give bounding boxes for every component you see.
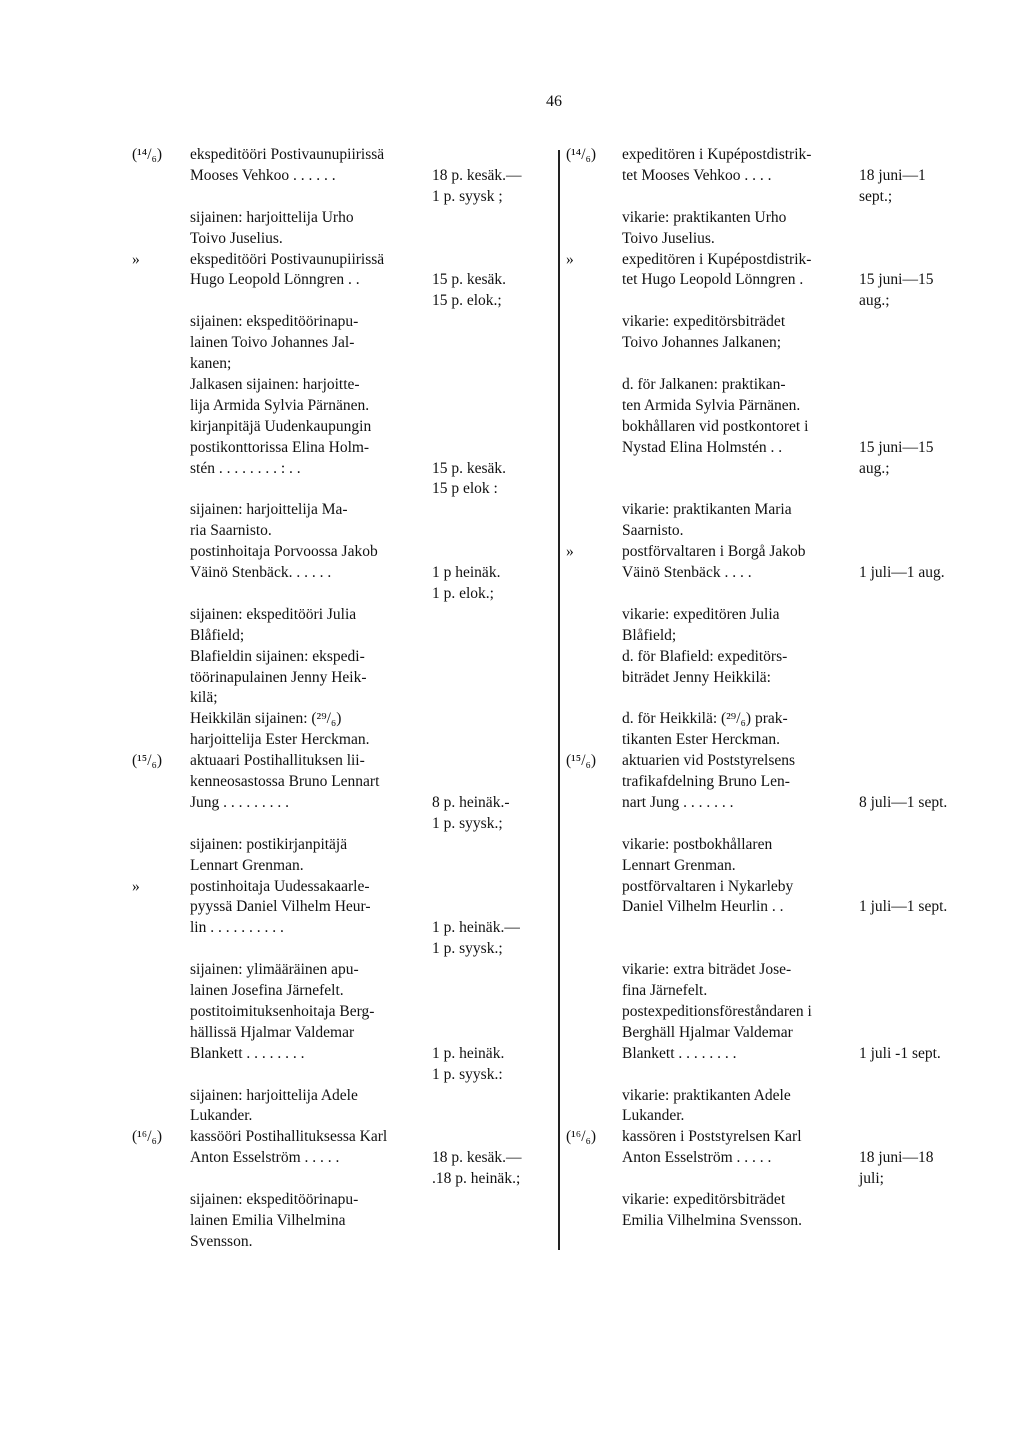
- entry-text: lainen Emilia Vilhelmina: [190, 1211, 346, 1229]
- entry-date: 15 juni—15: [859, 271, 934, 289]
- entry-text: fina Järnefelt.: [622, 982, 708, 999]
- entry-text: postförvaltaren i Borgå Jakob: [622, 543, 806, 561]
- entry-text: hällissä Hjalmar Valdemar: [190, 1023, 355, 1041]
- page-number: 46: [546, 93, 562, 110]
- entry-text: kassööri Postihallituksessa Karl: [190, 1128, 388, 1146]
- entry-text: postitoimituksenhoitaja Berg-: [190, 1002, 375, 1020]
- entry-date: 18 juni—1: [859, 166, 926, 184]
- entry-text: Väinö Stenbäck . . . .: [622, 564, 752, 581]
- entry-date: 1 p. elok.;: [432, 584, 494, 602]
- entry-text: Saarnisto.: [622, 522, 684, 540]
- entry-text: aktuaari Postihallituksen lii-: [190, 752, 365, 770]
- entry-text: expeditören i Kupépostdistrik-: [622, 250, 812, 268]
- entry-text: Blåfield;: [190, 626, 245, 644]
- entry-text: Toivo Johannes Jalkanen;: [622, 334, 782, 352]
- entry-text: sijainen: ekspeditöörinapu-: [190, 313, 359, 331]
- entry-text: Jalkasen sijainen: harjoitte-: [190, 375, 360, 393]
- entry-mark: »: [566, 543, 574, 561]
- entry-text: aktuarien vid Poststyrelsens: [622, 752, 796, 770]
- entry-date: 1 p heinäk.: [432, 564, 501, 581]
- entry-text: vikarie: extra biträdet Jose-: [622, 961, 792, 979]
- entry-text: Anton Esselström . . . . .: [190, 1149, 340, 1167]
- entry-date: 15 p. kesäk.: [432, 459, 507, 477]
- entry-text: vikarie: expeditörsbiträdet: [622, 1191, 786, 1208]
- entry-text: lin . . . . . . . . . .: [190, 919, 284, 937]
- entry-text: sijainen: ylimääräinen apu-: [190, 961, 359, 979]
- entry-mark: (¹⁴/₆): [132, 146, 163, 163]
- entry-text: Blåfield;: [622, 626, 677, 644]
- entry-date: 1 p. heinäk.—: [432, 919, 520, 937]
- entry-text: postikonttorissa Elina Holm-: [190, 438, 370, 456]
- entry-text: lija Armida Sylvia Pärnänen.: [190, 396, 370, 414]
- entry-text: ekspeditööri Postivaunupiirissä: [190, 250, 385, 268]
- entry-date: aug.;: [859, 459, 890, 477]
- entry-date: 1 p. syysk.;: [432, 814, 503, 832]
- entry-date: 1 p. heinäk.: [432, 1044, 505, 1062]
- entry-text: kirjanpitäjä Uudenkaupungin: [190, 417, 372, 435]
- entry-mark: (¹⁵/₆): [566, 752, 597, 770]
- entry-text: stén . . . . . . . . : . .: [190, 459, 301, 477]
- entry-date: 15 p. elok.;: [432, 292, 502, 310]
- entry-text: postinhoitaja Porvoossa Jakob: [190, 543, 378, 561]
- entry-date: 1 p. syysk.:: [432, 1065, 503, 1083]
- entry-text: sijainen: ekspeditöörinapu-: [190, 1191, 359, 1208]
- entry-mark: (¹⁴/₆): [566, 146, 597, 163]
- entry-date: .18 p. heinäk.;: [432, 1170, 521, 1188]
- entry-date: 15 p. kesäk.: [432, 271, 507, 289]
- entry-text: sijainen: harjoittelija Ma-: [190, 501, 348, 519]
- entry-text: pyyssä Daniel Vilhelm Heur-: [190, 898, 371, 916]
- entry-date: 1 p. syysk ;: [432, 187, 503, 205]
- entry-text: postexpeditionsföreståndaren i: [622, 1002, 812, 1020]
- entry-text: ten Armida Sylvia Pärnänen.: [622, 396, 801, 414]
- entry-date: sept.;: [859, 187, 893, 205]
- entry-text: Heikkilän sijainen: (²⁹/₆): [190, 710, 342, 728]
- entry-text: ekspeditööri Postivaunupiirissä: [190, 146, 385, 163]
- entry-date: 1 juli—1 sept.: [859, 898, 948, 916]
- entry-text: sijainen: ekspeditööri Julia: [190, 605, 357, 623]
- entry-text: sijainen: postikirjanpitäjä: [190, 835, 348, 853]
- entry-date: 1 p. syysk.;: [432, 940, 503, 958]
- entry-text: kilä;: [190, 689, 218, 707]
- entry-text: Blafieldin sijainen: ekspedi-: [190, 647, 365, 665]
- entry-date: 8 p. heinäk.-: [432, 793, 510, 811]
- entry-text: d. för Heikkilä: (²⁹/₆) prak-: [622, 710, 788, 728]
- entry-text: tikanten Ester Herckman.: [622, 731, 780, 749]
- entry-text: tet Mooses Vehkoo . . . .: [622, 166, 772, 184]
- entry-text: Hugo Leopold Lönngren . .: [190, 271, 360, 289]
- entry-text: bokhållaren vid postkontoret i: [622, 417, 809, 435]
- entry-text: Nystad Elina Holmstén . .: [622, 438, 783, 456]
- entry-text: d. för Blafield: expeditörs-: [622, 647, 788, 665]
- entry-date: 15 juni—15: [859, 438, 934, 456]
- entry-text: tet Hugo Leopold Lönngren .: [622, 271, 804, 289]
- entry-text: Lennart Grenman.: [190, 856, 304, 874]
- entry-text: Lennart Grenman.: [622, 856, 736, 874]
- entry-text: Daniel Vilhelm Heurlin . .: [622, 898, 784, 916]
- entry-text: Lukander.: [190, 1107, 253, 1125]
- entry-text: sijainen: harjoittelija Urho: [190, 208, 354, 226]
- entry-text: vikarie: postbokhållaren: [622, 835, 773, 853]
- entry-mark: (¹⁵/₆): [132, 752, 163, 770]
- entry-date: 18 p. kesäk.—: [432, 1149, 522, 1167]
- entry-text: nart Jung . . . . . . .: [622, 793, 734, 811]
- entry-text: Toivo Juselius.: [190, 229, 283, 247]
- entry-date: 15 p elok :: [432, 480, 498, 498]
- entry-text: kassören i Poststyrelsen Karl: [622, 1128, 802, 1146]
- entry-date: 18 juni—18: [859, 1149, 934, 1167]
- entry-text: expeditören i Kupépostdistrik-: [622, 146, 812, 163]
- entry-date: 1 juli—1 aug.: [859, 564, 945, 581]
- entry-text: postförvaltaren i Nykarleby: [622, 877, 794, 895]
- entry-text: Toivo Juselius.: [622, 229, 715, 247]
- entry-text: vikarie: expeditörsbiträdet: [622, 313, 786, 331]
- entry-text: sijainen: harjoittelija Adele: [190, 1086, 358, 1104]
- entry-mark: »: [566, 250, 574, 268]
- entry-text: lainen Josefina Järnefelt.: [190, 982, 344, 999]
- entry-text: vikarie: praktikanten Urho: [622, 208, 787, 226]
- entry-text: ria Saarnisto.: [190, 522, 272, 540]
- entry-text: kenneosastossa Bruno Lennart: [190, 773, 380, 790]
- entry-text: kanen;: [190, 355, 232, 372]
- entry-text: trafikafdelning Bruno Len-: [622, 773, 790, 790]
- entry-date: aug.;: [859, 292, 890, 310]
- entry-date: 1 juli -1 sept.: [859, 1044, 941, 1062]
- entry-text: vikarie: praktikanten Maria: [622, 501, 792, 519]
- entry-text: Svensson.: [190, 1232, 253, 1250]
- entry-text: Blankett . . . . . . . .: [190, 1044, 305, 1062]
- entry-text: Jung . . . . . . . . .: [190, 793, 290, 811]
- entry-text: harjoittelija Ester Herckman.: [190, 731, 370, 749]
- entry-date: 18 p. kesäk.—: [432, 166, 522, 184]
- entry-date: juli;: [859, 1170, 884, 1188]
- entry-text: vikarie: praktikanten Adele: [622, 1086, 791, 1104]
- entry-mark: »: [132, 877, 140, 895]
- entry-mark: (¹⁶/₆): [566, 1128, 597, 1146]
- entry-text: d. för Jalkanen: praktikan-: [622, 375, 786, 393]
- entry-text: Emilia Vilhelmina Svensson.: [622, 1211, 803, 1229]
- entry-text: postinhoitaja Uudessakaarle-: [190, 877, 370, 895]
- entry-text: Väinö Stenbäck. . . . . .: [190, 564, 332, 581]
- entry-text: vikarie: expeditören Julia: [622, 605, 780, 623]
- entry-text: Berghäll Hjalmar Valdemar: [622, 1023, 793, 1041]
- entry-text: Blankett . . . . . . . .: [622, 1044, 737, 1062]
- entry-text: lainen Toivo Johannes Jal-: [190, 334, 355, 352]
- entry-mark: (¹⁶/₆): [132, 1128, 163, 1146]
- entry-text: Mooses Vehkoo . . . . . .: [190, 166, 336, 184]
- entry-mark: »: [132, 250, 140, 268]
- entry-text: töörinapulainen Jenny Heik-: [190, 668, 367, 686]
- entry-text: biträdet Jenny Heikkilä:: [622, 668, 771, 686]
- entry-text: Anton Esselström . . . . .: [622, 1149, 772, 1167]
- entry-text: Lukander.: [622, 1107, 685, 1125]
- column-divider: [558, 150, 560, 1250]
- entry-date: 8 juli—1 sept.: [859, 793, 948, 811]
